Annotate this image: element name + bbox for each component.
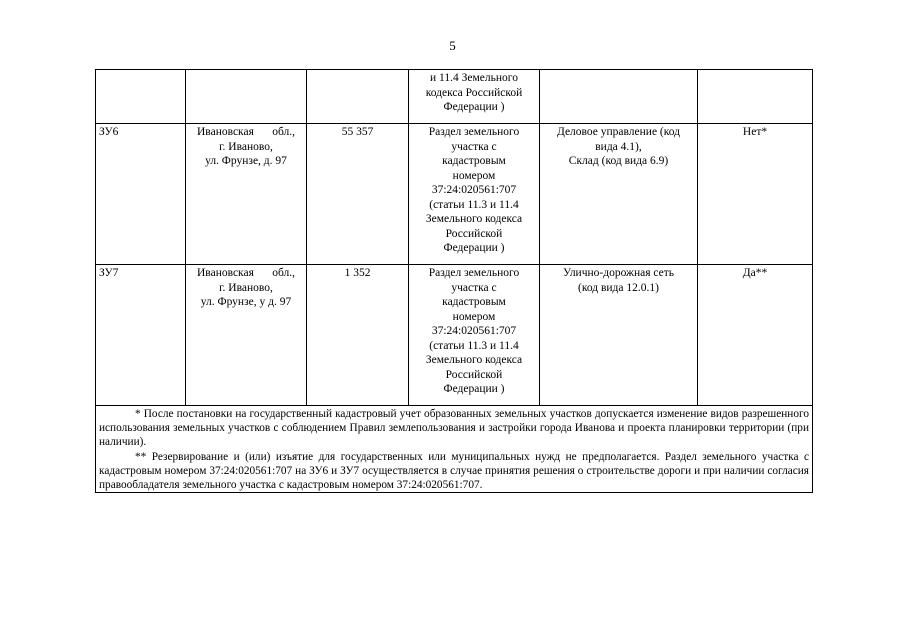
method-line: кодекса Российской: [425, 86, 523, 99]
cell-method: [409, 124, 540, 265]
cell-reservation: [698, 70, 813, 124]
cell-address: [186, 265, 307, 406]
address-line: г. Иваново,: [219, 140, 273, 153]
method-line: номером: [452, 169, 496, 182]
use-line: вида 4.1),: [595, 140, 642, 153]
land-plots-table: [95, 69, 813, 493]
method-line: кадастровым: [442, 155, 506, 167]
method-line: участка с: [451, 140, 497, 153]
table-row-zu7: [96, 265, 813, 406]
cell-permitted-use: [540, 265, 698, 406]
method-line: (статьи 11.3 и 11.4: [429, 198, 519, 211]
method-line: Федерации ): [443, 242, 505, 254]
use-line: Склад (код вида 6.9): [568, 155, 669, 167]
table-row-continuation: [96, 70, 813, 124]
cell-use: [540, 70, 698, 124]
method-line: Раздел земельного: [428, 126, 520, 138]
method-line: Российской: [445, 227, 503, 240]
footnote-double-asterisk: ** Резервирование и (или) изъятие для государственных или муниципальных нужд не предполагается. Раздел земельного участка с кадастровым номером 37:24:020561:707 на ЗУ6 и ЗУ7 осуществляется в случае принятия решения о строительстве дороги и при наличии согласия правообладателя земельного участка с кадастровым номером 37:24:020561:707.: [99, 450, 809, 492]
use-line: Деловое управление (код: [556, 126, 681, 138]
cell-permitted-use: [540, 124, 698, 265]
method-line: Земельного кодекса: [425, 354, 523, 366]
method-line: 37:24:020561:707: [431, 325, 517, 337]
address-line: ул. Фрунзе, у д. 97: [200, 296, 292, 308]
cell-area: 55 357: [307, 124, 409, 265]
method-line: Земельного кодекса: [425, 213, 523, 225]
method-line: Федерации ): [443, 383, 505, 395]
cell-reservation: Нет*: [698, 124, 813, 265]
method-line: Федерации ): [443, 101, 505, 113]
notes-cell: [96, 406, 813, 493]
use-line: Улично-дорожная сеть: [562, 267, 675, 279]
cell-area: [307, 70, 409, 124]
page-number: 5: [449, 38, 456, 53]
cell-method: [409, 265, 540, 406]
address-line: ул. Фрунзе, д. 97: [205, 155, 287, 167]
cell-area: 1 352: [307, 265, 409, 406]
cell-id: [96, 70, 186, 124]
use-line: (код вида 12.0.1): [578, 281, 659, 294]
table-row-zu6: [96, 124, 813, 265]
cell-address: [186, 70, 307, 124]
cell-address: [186, 124, 307, 265]
address-line: Ивановская обл.,: [197, 126, 295, 138]
address-line: Ивановская обл.,: [197, 267, 295, 279]
method-line: Раздел земельного: [428, 267, 520, 279]
method-line: (статьи 11.3 и 11.4: [429, 339, 519, 352]
cell-plot-id: ЗУ7: [96, 265, 186, 406]
table-row-notes: [96, 406, 813, 493]
cell-plot-id: ЗУ6: [96, 124, 186, 265]
cell-method: [409, 70, 540, 124]
method-line: 37:24:020561:707: [431, 184, 517, 196]
method-line: кадастровым: [442, 296, 506, 308]
method-line: и 11.4 Земельного: [430, 72, 518, 84]
method-line: участка с: [451, 281, 497, 294]
address-line: г. Иваново,: [219, 281, 273, 294]
method-line: Российской: [445, 368, 503, 381]
footnote-single-asterisk: * После постановки на государственный кадастровый учет образованных земельных участков допускается изменение видов разрешенного использования земельных участков с соблюдением Правил землепользования и застройки города Иванова и проекта планировки территории (при наличии).: [99, 408, 809, 449]
cell-reservation: Да**: [698, 265, 813, 406]
method-line: номером: [452, 310, 496, 323]
